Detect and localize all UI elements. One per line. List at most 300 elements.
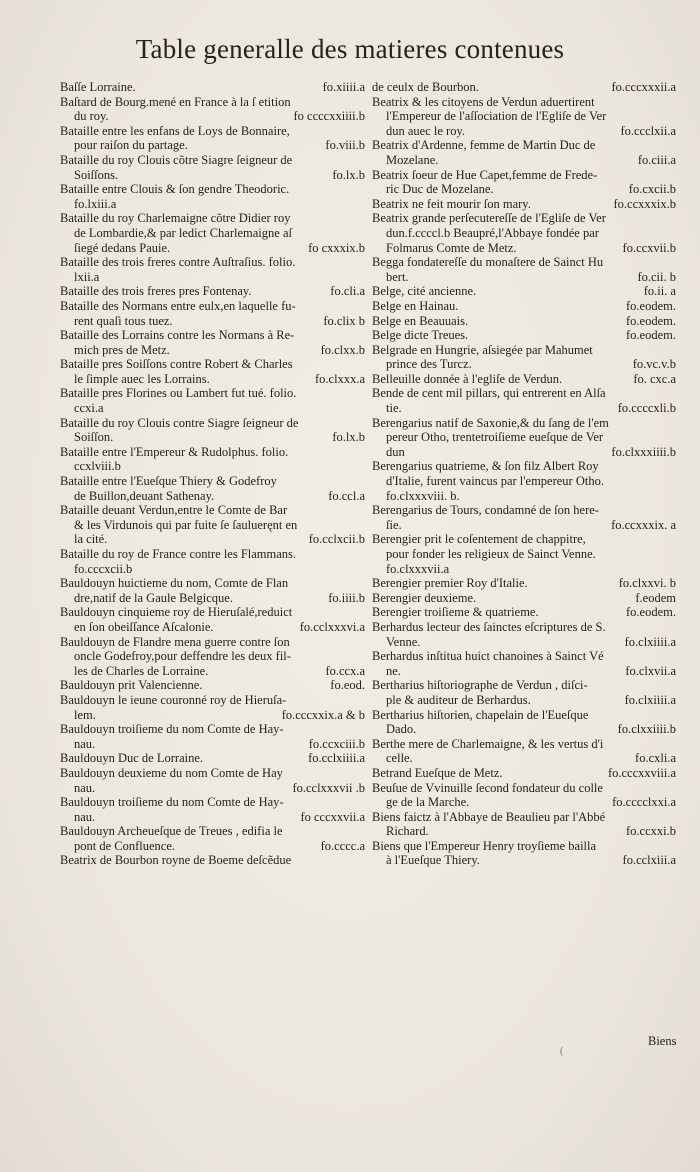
index-entry — [60, 824, 365, 853]
entry-text: bert. — [386, 269, 409, 284]
index-entry — [372, 532, 676, 576]
entry-text: Folmarus Comte de Metz. — [386, 240, 517, 255]
entry-text: Beatrix ne feit mourir ſon mary. — [372, 196, 531, 211]
entry-heading-line — [372, 766, 676, 781]
entry-text: de ceulx de Bourbon. — [372, 80, 479, 94]
folio-reference: fo cxxxix.b — [308, 240, 365, 255]
index-entry — [60, 153, 365, 182]
folio-reference: fo.lx.b — [332, 167, 365, 182]
index-entry — [60, 605, 365, 634]
entry-text: fo.cccxcii.b — [74, 561, 133, 576]
entry-continuation-line — [60, 270, 365, 285]
entry-continuation-line — [372, 401, 676, 416]
entry-continuation-line — [372, 693, 676, 708]
entry-heading-line — [60, 357, 365, 372]
folio-reference: f.eodem — [635, 590, 676, 605]
folio-reference: fo.eod. — [330, 678, 365, 693]
folio-reference: fo.cclxcii.b — [308, 532, 365, 547]
entry-text: ſie. — [386, 517, 402, 532]
index-entry — [372, 299, 676, 314]
entry-text: lem. — [74, 707, 96, 722]
entry-text: dre,natif de la Gaule Belgicque. — [74, 590, 233, 605]
entry-text: Bataille des Lorrains contre les Normans à Re- — [60, 328, 295, 343]
entry-continuation-line — [372, 751, 676, 766]
folio-reference: fo.clxxx.a — [315, 371, 365, 386]
entry-continuation-line — [372, 270, 676, 285]
entry-heading-line — [60, 474, 365, 489]
index-entry — [60, 182, 365, 211]
folio-reference: fo.cii. b — [637, 269, 676, 284]
entry-continuation-line — [60, 459, 365, 474]
entry-continuation-line — [60, 591, 365, 606]
entry-text: Beatrix grande perſecutereſſe de l'Egliſe de Ver — [372, 211, 606, 226]
entry-text: de Buillon,deuant Sathenay. — [74, 488, 215, 503]
page-title: Table generalle des matieres contenues — [135, 34, 565, 64]
folio-reference: fo.vc.v.b — [632, 357, 676, 372]
entry-text: Beatrix d'Ardenne, femme de Martin Duc de — [372, 138, 596, 153]
folio-reference: fo.cxcii.b — [628, 182, 676, 197]
entry-continuation-line — [60, 649, 365, 664]
entry-continuation-line — [60, 226, 365, 241]
entry-heading-line — [372, 591, 676, 606]
index-column-right — [372, 80, 676, 868]
entry-heading-line — [372, 343, 676, 358]
entry-heading-line — [372, 708, 676, 723]
entry-text: Bataille des trois freres contre Auſtraſius. folio. — [60, 255, 296, 270]
index-entry — [372, 459, 676, 503]
entry-heading-line — [60, 751, 365, 766]
index-entry — [372, 328, 676, 343]
entry-heading-line — [372, 314, 676, 329]
entry-heading-line — [372, 328, 676, 343]
entry-text: Bauldouyn Duc de Lorraine. — [60, 751, 204, 766]
entry-continuation-line — [60, 518, 365, 533]
entry-text: nau. — [74, 809, 96, 824]
index-entry — [60, 678, 365, 693]
entry-text: Belge, cité ancienne. — [372, 284, 477, 299]
index-entry — [372, 343, 676, 372]
entry-text: les de Charles de Lorraine. — [74, 663, 209, 678]
margin-mark: ( — [560, 1046, 564, 1057]
entry-heading-line — [372, 284, 676, 299]
index-entry — [372, 766, 676, 781]
entry-heading-line — [372, 197, 676, 212]
folio-reference: fo.cccxxix.a & b — [281, 707, 365, 722]
entry-heading-line — [60, 255, 365, 270]
entry-heading-line — [372, 781, 676, 796]
entry-text: Bataille pres Soiſſons contre Robert & Charles — [60, 357, 293, 372]
index-entry — [372, 255, 676, 284]
entry-heading-line — [60, 576, 365, 591]
entry-text: pour fonder les religieux de Sainct Venne. — [386, 547, 596, 561]
index-entry — [372, 503, 676, 532]
entry-continuation-line — [372, 474, 676, 489]
entry-heading-line — [372, 576, 676, 591]
entry-continuation-line — [372, 124, 676, 139]
entry-text: Bataille du roy Charlemaigne cõtre Didier roy — [60, 211, 291, 226]
entry-continuation-line — [372, 182, 676, 197]
entry-heading-line — [60, 766, 365, 781]
entry-heading-line — [60, 416, 365, 431]
index-entry — [372, 605, 676, 620]
folio-reference: fo.cclxxxvi.a — [299, 619, 365, 634]
folio-reference: fo.cclxiiii.a — [308, 751, 365, 766]
entry-text: Soiſſons. — [74, 167, 119, 182]
entry-text: Richard. — [386, 824, 429, 839]
entry-heading-line — [60, 824, 365, 839]
entry-text: Beatrix ſoeur de Hue Capet,femme de Frede- — [372, 167, 598, 182]
entry-continuation-line — [372, 445, 676, 460]
index-entry — [60, 357, 365, 386]
entry-text: Dado. — [386, 722, 417, 737]
entry-heading-line — [60, 678, 365, 693]
index-entry — [372, 95, 676, 139]
index-entry — [372, 576, 676, 591]
index-entry — [60, 547, 365, 576]
entry-continuation-line — [60, 489, 365, 504]
entry-heading-line — [60, 503, 365, 518]
entry-text: Belge dicte Treues. — [372, 328, 469, 343]
index-entry — [60, 795, 365, 824]
index-entry — [372, 591, 676, 606]
entry-heading-line — [60, 80, 365, 95]
folio-reference: fo ccccxxiiii.b — [293, 109, 365, 124]
entry-text: nau. — [74, 780, 96, 795]
folio-reference: fo.clxiiii.a — [624, 634, 676, 649]
entry-heading-line — [372, 810, 676, 825]
entry-continuation-line — [372, 547, 676, 562]
entry-continuation-line — [372, 241, 676, 256]
entry-text: Bauldouyn huictieme du nom, Comte de Flan — [60, 576, 289, 591]
entry-text: Baſſe Lorraine. — [60, 80, 136, 94]
entry-continuation-line — [60, 430, 365, 445]
entry-heading-line — [60, 795, 365, 810]
entry-heading-line — [60, 328, 365, 343]
folio-reference: fo.clxx.b — [320, 342, 365, 357]
entry-heading-line — [60, 153, 365, 168]
entry-heading-line — [60, 182, 365, 197]
entry-continuation-line — [372, 109, 676, 124]
index-entry — [372, 138, 676, 167]
folio-reference: fo.clxiiii.a — [624, 692, 676, 707]
entry-continuation-line — [60, 839, 365, 854]
entry-heading-line — [372, 386, 676, 401]
entry-text: Beuſue de Vvinuille ſecond fondateur du colle — [372, 780, 603, 795]
entry-continuation-line — [372, 153, 676, 168]
folio-reference: fo.ccclxii.a — [620, 123, 676, 138]
index-entry — [372, 416, 676, 460]
entry-text: Berhardus inſtitua huict chanoines à Sainct Vé — [372, 649, 604, 664]
entry-text: Berthe mere de Charlemaigne, & les vertus d'i — [372, 736, 604, 751]
index-entry — [60, 751, 365, 766]
entry-heading-line — [372, 503, 676, 518]
folio-reference: fo.eodem. — [626, 298, 676, 313]
entry-continuation-line — [372, 226, 676, 241]
folio-reference: fo.eodem. — [626, 328, 676, 343]
entry-text: lxii.a — [74, 269, 100, 284]
entry-text: Berengier premier Roy d'Italie. — [372, 576, 528, 591]
entry-continuation-line — [60, 343, 365, 358]
entry-heading-line — [372, 80, 676, 95]
folio-reference: fo.viii.b — [325, 138, 365, 153]
entry-text: fo.clxxxviii. b. — [386, 488, 460, 503]
folio-reference: fo.ciii.a — [637, 152, 676, 167]
entry-text: Venne. — [386, 634, 421, 649]
entry-continuation-line — [60, 562, 365, 577]
index-entry — [372, 839, 676, 868]
folio-reference: fo.cclxiii.a — [622, 853, 676, 868]
index-entry — [60, 693, 365, 722]
index-entry — [372, 211, 676, 255]
entry-text: à l'Eueſque Thiery. — [386, 853, 480, 868]
index-entry — [60, 722, 365, 751]
entry-continuation-line — [60, 314, 365, 329]
index-column-left — [60, 80, 365, 868]
entry-text: Bataille entre l'Eueſque Thiery & Godefroy — [60, 474, 277, 489]
entry-heading-line — [60, 722, 365, 737]
entry-continuation-line — [60, 168, 365, 183]
entry-text: Belge en Hainau. — [372, 298, 459, 313]
folio-reference: fo.xiiii.a — [322, 80, 365, 94]
folio-reference: fo.ccxxxix.b — [613, 196, 676, 211]
entry-text: Bataille entre Clouis & ſon gendre Theodoric. — [60, 182, 290, 197]
entry-text: dun — [386, 444, 405, 459]
folio-reference: fo.cccxxxii.a — [611, 80, 676, 94]
entry-continuation-line — [60, 664, 365, 679]
folio-reference: fo.cccclxxi.a — [612, 795, 676, 810]
folio-reference: fo.cli.a — [330, 284, 365, 299]
catchword: Biens — [648, 1034, 677, 1048]
entry-heading-line — [60, 693, 365, 708]
entry-text: ple & auditeur de Berhardus. — [386, 692, 531, 707]
entry-continuation-line — [60, 737, 365, 752]
folio-reference: fo.clxxxiiii.b — [611, 444, 676, 459]
entry-text: Beatrix de Bourbon royne de Boeme deſcẽdue — [60, 853, 292, 868]
index-entry — [60, 211, 365, 255]
index-entry — [60, 386, 365, 415]
entry-text: ccxlviii.b — [74, 459, 121, 474]
index-entry — [60, 503, 365, 547]
entry-continuation-line — [60, 109, 365, 124]
entry-text: pereur Otho, trentetroiſieme eueſque de Ver — [386, 430, 604, 445]
index-entry — [60, 416, 365, 445]
entry-text: Bataille deuant Verdun,entre le Comte de Bar — [60, 503, 288, 518]
entry-text: d'Italie, furent vaincus par l'empereur Otho. — [386, 474, 604, 489]
entry-text: mich pres de Metz. — [74, 342, 170, 357]
entry-heading-line — [60, 605, 365, 620]
index-entry — [372, 314, 676, 329]
entry-continuation-line — [372, 430, 676, 445]
entry-heading-line — [372, 459, 676, 474]
entry-heading-line — [60, 299, 365, 314]
entry-text: Berengarius quatrieme, & ſon filz Albert Roy — [372, 459, 599, 474]
entry-text: Biens que l'Empereur Henry troyſieme bailla — [372, 838, 597, 853]
entry-text: Bauldouyn troiſieme du nom Comte de Hay- — [60, 795, 284, 810]
entry-heading-line — [60, 124, 365, 139]
entry-text: pont de Confluence. — [74, 838, 176, 853]
entry-text: fo.lxiii.a — [74, 196, 117, 211]
folio-reference: fo cccxxvii.a — [300, 809, 365, 824]
entry-continuation-line — [60, 708, 365, 723]
folio-reference: fo.clxvii.a — [625, 663, 676, 678]
entry-text: Bauldouyn de Flandre mena guerre contre ſon — [60, 634, 290, 649]
entry-heading-line — [60, 635, 365, 650]
folio-reference: fo. cxc.a — [633, 371, 676, 386]
entry-heading-line — [372, 372, 676, 387]
entry-text: l'Empereur de l'aſſociation de l'Egliſe de Ver — [386, 109, 607, 124]
index-entry — [372, 168, 676, 197]
entry-text: la cité. — [74, 532, 108, 547]
index-entry — [60, 853, 365, 868]
index-entry — [372, 620, 676, 649]
entry-heading-line — [372, 532, 676, 547]
folio-reference: fo.eodem. — [626, 313, 676, 328]
folio-reference: fo.ccl.a — [328, 488, 365, 503]
entry-text: celle. — [386, 751, 413, 766]
entry-text: Bataille des Normans entre eulx,en laquelle fu- — [60, 298, 296, 313]
index-entry — [372, 810, 676, 839]
entry-text: du roy. — [74, 109, 109, 124]
entry-continuation-line — [372, 853, 676, 868]
entry-text: & les Virdunois qui par fuite ſe ſaulueręnt en — [74, 517, 298, 532]
entry-text: Betrand Eueſque de Metz. — [372, 765, 503, 780]
entry-text: ge de la Marche. — [386, 795, 470, 810]
entry-text: Bauldouyn Archeueſque de Treues , edifia le — [60, 824, 283, 839]
entry-text: Bataille des trois freres pres Fontenay. — [60, 284, 252, 299]
entry-continuation-line — [372, 357, 676, 372]
entry-text: Belge en Beauuais. — [372, 313, 469, 328]
index-entry — [372, 781, 676, 810]
entry-heading-line — [372, 649, 676, 664]
entry-text: nau. — [74, 736, 96, 751]
index-entry — [60, 255, 365, 284]
index-entry — [60, 80, 365, 95]
entry-heading-line — [60, 284, 365, 299]
entry-continuation-line — [60, 401, 365, 416]
index-entry — [372, 386, 676, 415]
entry-text: Bauldouyn le ieune couronné roy de Hieruſa- — [60, 692, 287, 707]
entry-continuation-line — [372, 489, 676, 504]
index-entry — [60, 635, 365, 679]
folio-reference: fo.eodem. — [626, 605, 676, 620]
folio-reference: fo.ccx.a — [325, 663, 365, 678]
folio-reference: fo.cxli.a — [635, 751, 676, 766]
index-entry — [60, 124, 365, 153]
entry-text: rent quaſi tous tuez. — [74, 313, 173, 328]
entry-continuation-line — [60, 532, 365, 547]
entry-continuation-line — [60, 810, 365, 825]
index-entry — [60, 284, 365, 299]
entry-text: Bertharius hiſtorien, chapelain de l'Eueſque — [372, 707, 589, 722]
entry-text: Berengarius natif de Saxonie,& du ſang de l'em — [372, 415, 609, 430]
folio-reference: fo.clix b — [323, 313, 365, 328]
index-entry — [372, 284, 676, 299]
entry-text: Bauldouyn troiſieme du nom Comte de Hay- — [60, 722, 284, 737]
entry-text: Belleuille donnée à l'egliſe de Verdun. — [372, 371, 563, 386]
entry-heading-line — [372, 168, 676, 183]
entry-text: Bende de cent mil pillars, qui entrerent en Alſa — [372, 386, 606, 401]
entry-text: Berengier prit le coſentement de chappitre, — [372, 532, 586, 547]
entry-text: dun.f.ccccl.b Beaupré,l'Abbaye fondée par — [386, 225, 599, 240]
entry-text: Berengier troiſieme & quatrieme. — [372, 605, 539, 620]
entry-text: Mozelane. — [386, 152, 439, 167]
entry-text: dun auec le roy. — [386, 123, 466, 138]
entry-continuation-line — [60, 620, 365, 635]
index-entry — [372, 708, 676, 737]
index-entry — [372, 80, 676, 95]
entry-text: ſiegé dedans Pauie. — [74, 240, 171, 255]
folio-reference: fo.iiii.b — [328, 590, 365, 605]
folio-reference: fo.lx.b — [332, 430, 365, 445]
entry-heading-line — [372, 737, 676, 752]
entry-text: Berengarius de Tours, condamné de ſon here- — [372, 503, 599, 518]
entry-continuation-line — [60, 241, 365, 256]
entry-text: Belgrade en Hungrie, aſsiegée par Mahumet — [372, 342, 593, 357]
index-entry — [372, 737, 676, 766]
entry-heading-line — [372, 620, 676, 635]
entry-text: Bataille pres Florines ou Lambert fut tué. folio. — [60, 386, 297, 401]
entry-text: Berhardus lecteur des ſainctes eſcriptures de S. — [372, 619, 606, 634]
entry-heading-line — [372, 138, 676, 153]
entry-text: Bataille entre les enfans de Loys de Bonnaire, — [60, 123, 290, 138]
entry-heading-line — [372, 211, 676, 226]
entry-text: pour raiſon du partage. — [74, 138, 188, 153]
entry-text: de Lombardie,& par ledict Charlemaigne aſ — [74, 225, 292, 240]
entry-text: en ſon obeiſſance Aſcalonie. — [74, 619, 214, 634]
entry-heading-line — [372, 299, 676, 314]
entry-text: fo.clxxxvii.a — [386, 561, 450, 576]
entry-text: ccxi.a — [74, 401, 104, 416]
entry-text: Bataille entre l'Empereur & Rudolphus. folio. — [60, 444, 289, 459]
entry-continuation-line — [372, 722, 676, 737]
entry-text: le ſimple auec les Lorrains. — [74, 371, 210, 386]
entry-heading-line — [60, 853, 365, 868]
index-entry — [60, 328, 365, 357]
entry-continuation-line — [372, 824, 676, 839]
folio-reference: fo.cccxxviii.a — [607, 765, 676, 780]
folio-reference: fo.ii. a — [643, 284, 676, 299]
entry-text: Bataille du roy Clouis contre Siagre ſeigneur de — [60, 415, 299, 430]
entry-heading-line — [372, 678, 676, 693]
folio-reference: fo.clxxiiii.b — [617, 722, 676, 737]
entry-heading-line — [60, 547, 365, 562]
entry-text: Soiſſon. — [74, 430, 114, 445]
index-entry — [60, 474, 365, 503]
index-entry — [372, 649, 676, 678]
entry-text: Biens faictz à l'Abbaye de Beaulieu par l'Abbé — [372, 809, 606, 824]
folio-reference: fo.cclxxxvii .b — [292, 780, 365, 795]
entry-text: Bertharius hiſtoriographe de Verdun , diſci- — [372, 678, 588, 693]
entry-heading-line — [372, 255, 676, 270]
entry-text: Bauldouyn deuxieme du nom Comte de Hay — [60, 765, 283, 780]
entry-continuation-line — [60, 781, 365, 796]
folio-reference: fo.ccxciii.b — [308, 736, 365, 751]
entry-text: Bauldouyn prit Valencienne. — [60, 678, 203, 693]
folio-reference: fo.clxxvi. b — [618, 576, 676, 591]
index-entry — [60, 299, 365, 328]
index-entry — [372, 197, 676, 212]
entry-continuation-line — [372, 795, 676, 810]
index-entry — [60, 95, 365, 124]
entry-heading-line — [60, 445, 365, 460]
entry-text: Begga fondatereſſe du monaſtere de Sainct Hu — [372, 255, 604, 270]
entry-text: Bauldouyn cinquieme roy de Hieruſalé,reduict — [60, 605, 293, 620]
entry-text: tie. — [386, 401, 402, 416]
entry-text: Baſtard de Bourg.mené en France à la ſ etition — [60, 94, 291, 109]
folio-reference: fo.ccxvii.b — [622, 240, 676, 255]
entry-heading-line — [60, 95, 365, 110]
index-entry — [60, 445, 365, 474]
